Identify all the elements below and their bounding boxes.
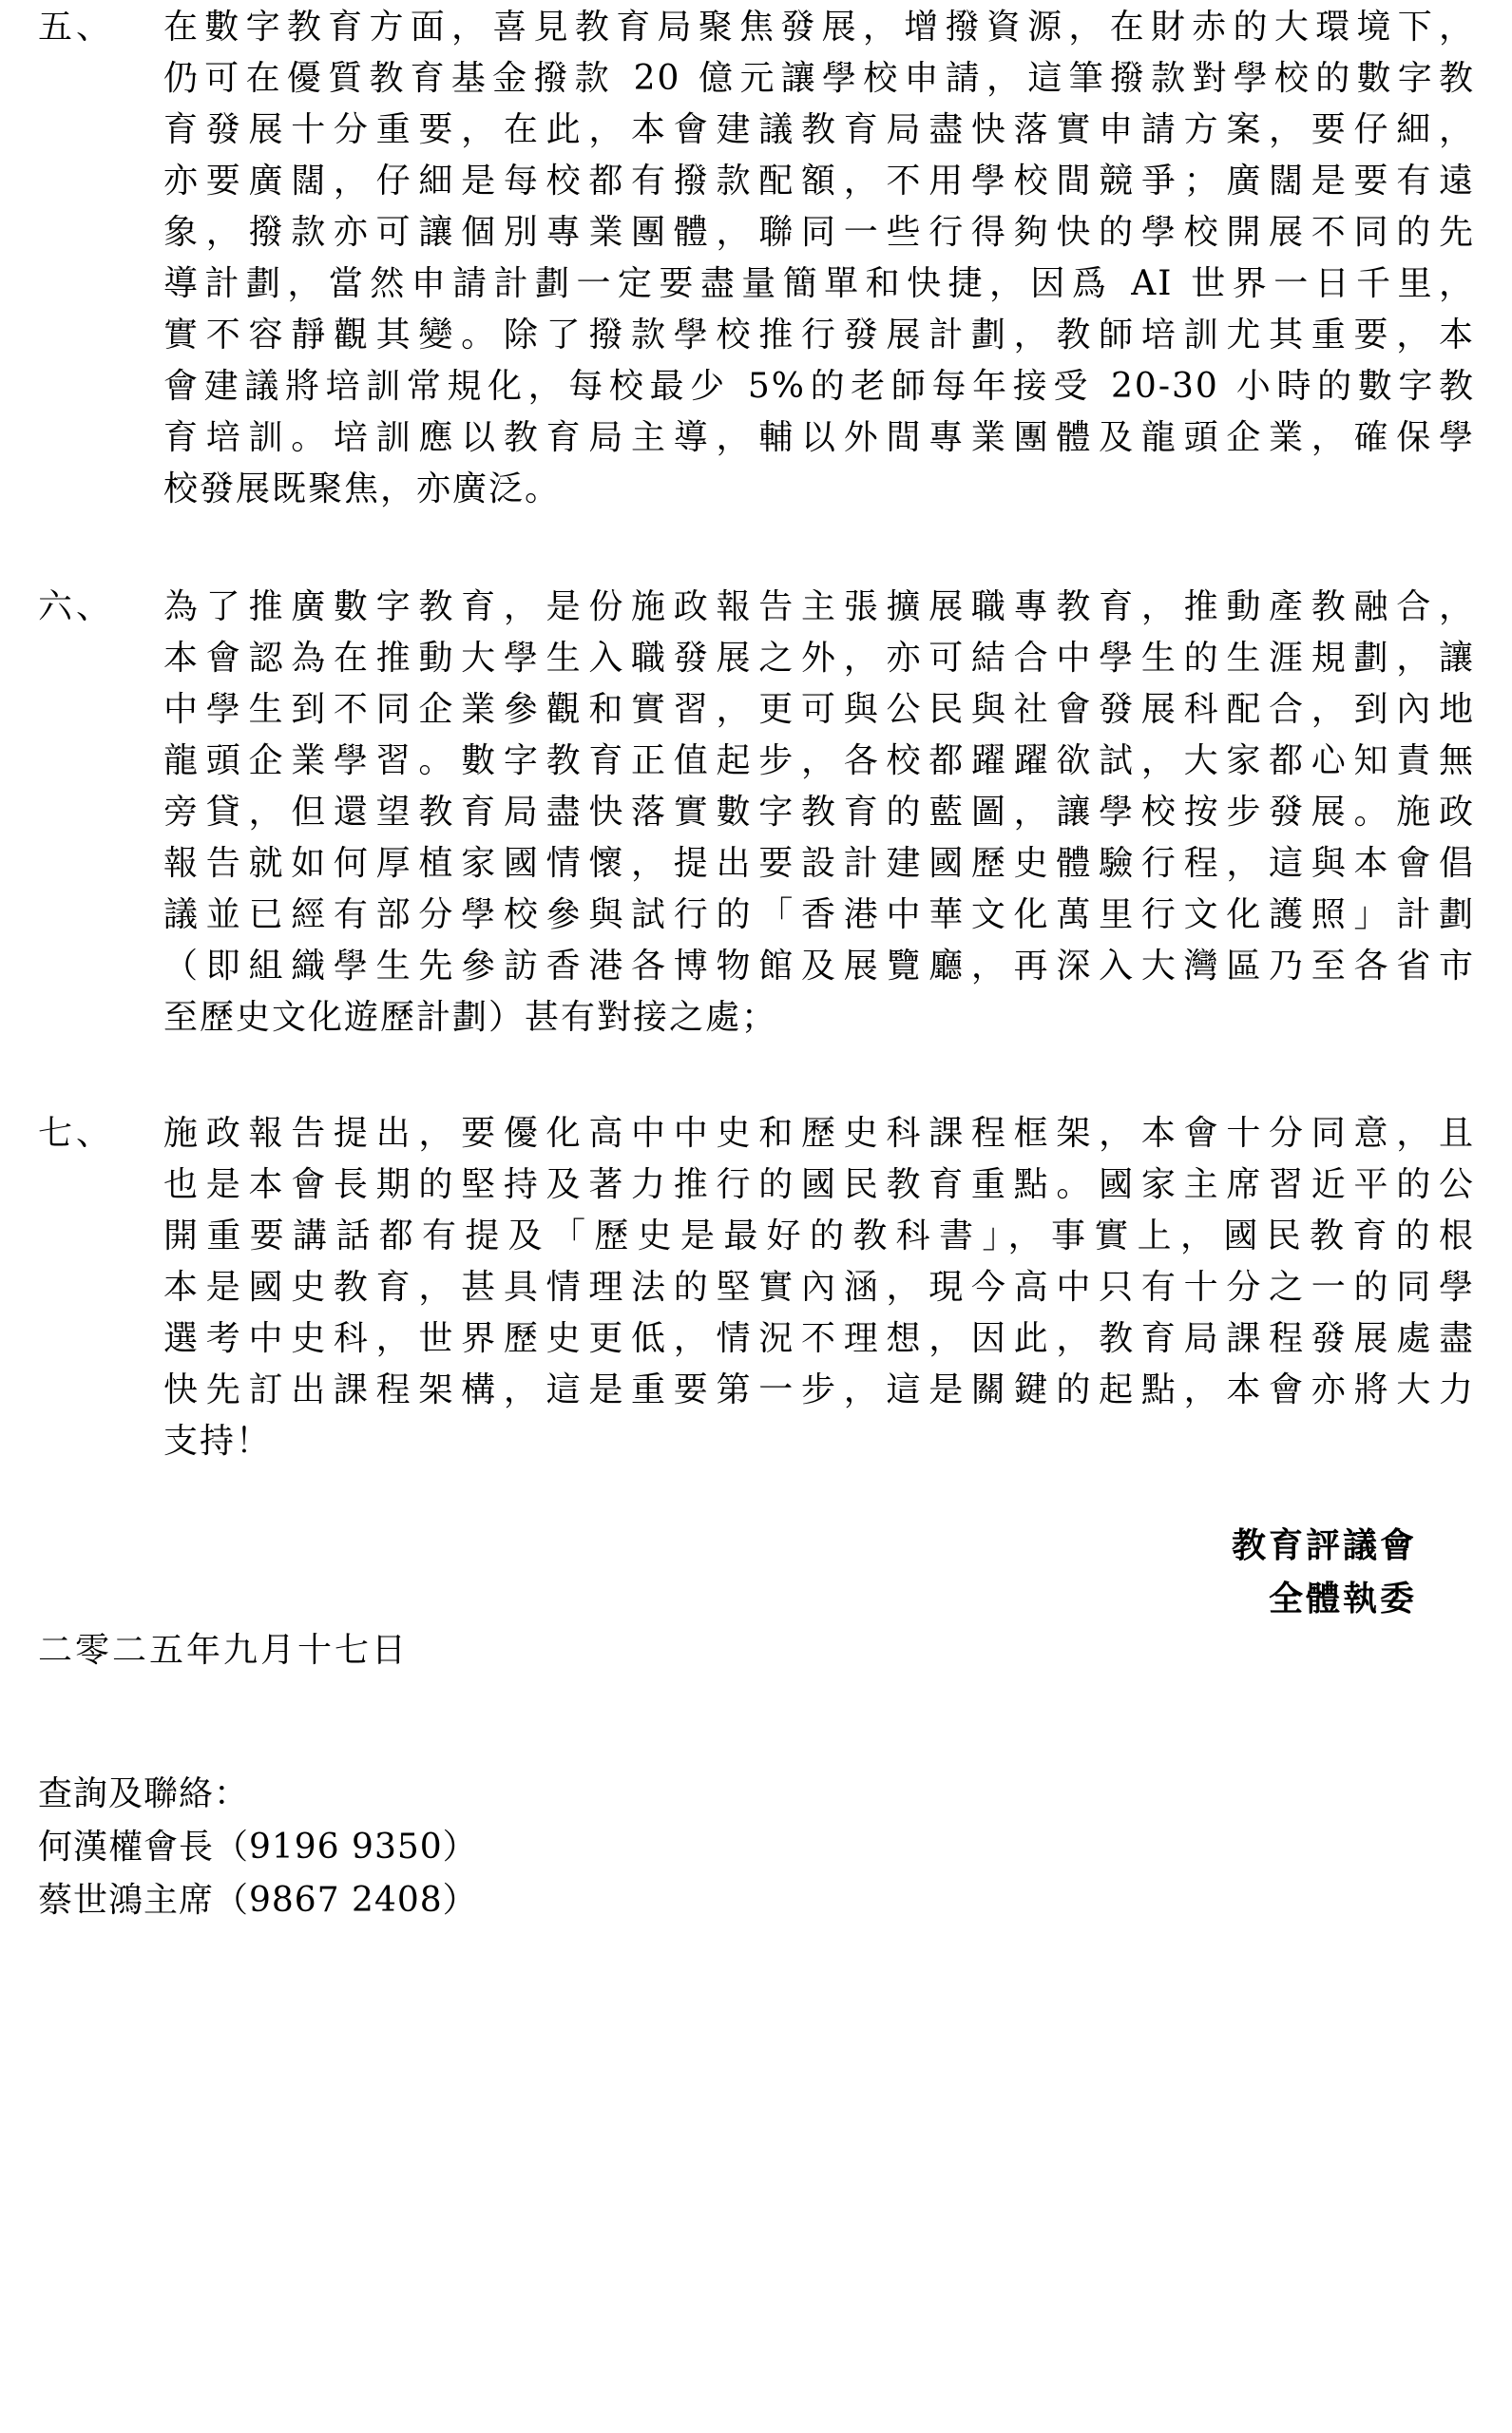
paragraph-line: 導計劃，當然申請計劃一定要盡量簡單和快捷，因爲 AI 世界一日千里， [163,264,1475,303]
paragraph-line: 也是本會長期的堅持及著力推行的國民教育重點。國家主席習近平的公 [163,1165,1475,1204]
paragraph-line: 本是國史教育，甚具情理法的堅實內涵，現今高中只有十分之一的同學 [163,1268,1475,1307]
section-number: 七、 [38,1114,115,1153]
paragraph-line: 育發展十分重要，在此，本會建議教育局盡快落實申請方案，要仔細， [163,110,1475,149]
paragraph-line: 開重要講話都有提及「歷史是最好的教科書」，事實上，國民教育的根 [163,1216,1475,1255]
paragraph-line: 議並已經有部分學校參與試行的「香港中華文化萬里行文化護照」計劃 [163,895,1475,934]
paragraph-line: 旁貸，但還望教育局盡快落實數字教育的藍圖，讓學校按步發展。施政 [163,793,1475,832]
paragraph-line: 實不容靜觀其變。除了撥款學校推行發展計劃，教師培訓尤其重要，本 [163,316,1475,354]
paragraph-line: 育培訓。培訓應以教育局主導，輔以外間專業團體及龍頭企業，確保學 [163,418,1475,457]
paragraph-line: 龍頭企業學習。數字教育正值起步，各校都躍躍欲試，大家都心知責無 [163,741,1475,780]
paragraph-line: 快先訂出課程架構，這是重要第一步，這是關鍵的起點，本會亦將大力 [163,1370,1475,1409]
paragraph-line: 施政報告提出，要優化高中中史和歷史科課程框架，本會十分同意，且 [163,1114,1475,1153]
paragraph-line: 報告就如何厚植家國情懷，提出要設計建國歷史體驗行程，這與本會倡 [163,844,1475,883]
paragraph-line: 校發展既聚焦，亦廣泛。 [163,469,562,508]
paragraph-line: 仍可在優質教育基金撥款 20 億元讓學校申請，這筆撥款對學校的數字教 [163,59,1475,98]
paragraph-line: 為了推廣數字教育，是份施政報告主張擴展職專教育，推動產教融合， [163,587,1475,626]
contact-person: 何漢權會長（9196 9350） [38,1828,478,1867]
paragraph-line: 選考中史科，世界歷史更低，情況不理想，因此，教育局課程發展處盡 [163,1319,1475,1358]
paragraph-line: 象，撥款亦可讓個別專業團體，聯同一些行得夠快的學校開展不同的先 [163,213,1475,252]
section-paragraph [163,582,1475,1044]
contact-heading: 查詢及聯絡： [38,1774,250,1813]
paragraph-line: 支持！ [163,1422,273,1461]
signature-block [1232,1519,1417,1625]
section-paragraph [163,1108,1475,1467]
paragraph-line: 會建議將培訓常規化，每校最少 5%的老師每年接受 20-30 小時的數字教 [163,367,1475,406]
signature-organization: 教育評議會 [1231,1525,1417,1565]
section-number: 六、 [38,587,115,626]
paragraph-line: 本會認為在推動大學生入職發展之外，亦可結合中學生的生涯規劃，讓 [163,639,1475,678]
paragraph-line: 至歷史文化遊歷計劃）甚有對接之處； [163,998,778,1037]
section-paragraph [163,2,1475,515]
paragraph-line: 在數字教育方面，喜見教育局聚焦發展，增撥資源，在財赤的大環境下， [163,8,1475,47]
contact-person: 蔡世鴻主席（9867 2408） [38,1881,478,1920]
section-number: 五、 [38,8,115,47]
document-date: 二零二五年九月十七日 [38,1631,410,1670]
paragraph-line: （即組織學生先參訪香港各博物館及展覽廳，再深入大灣區乃至各省市 [163,947,1475,986]
contact-block [38,1768,478,1927]
paragraph-line: 中學生到不同企業參觀和實習，更可與公民與社會發展科配合，到內地 [163,690,1475,729]
paragraph-line: 亦要廣闊，仔細是每校都有撥款配額，不用學校間競爭；廣闊是要有遠 [163,162,1475,201]
signature-committee: 全體執委 [1268,1579,1417,1619]
